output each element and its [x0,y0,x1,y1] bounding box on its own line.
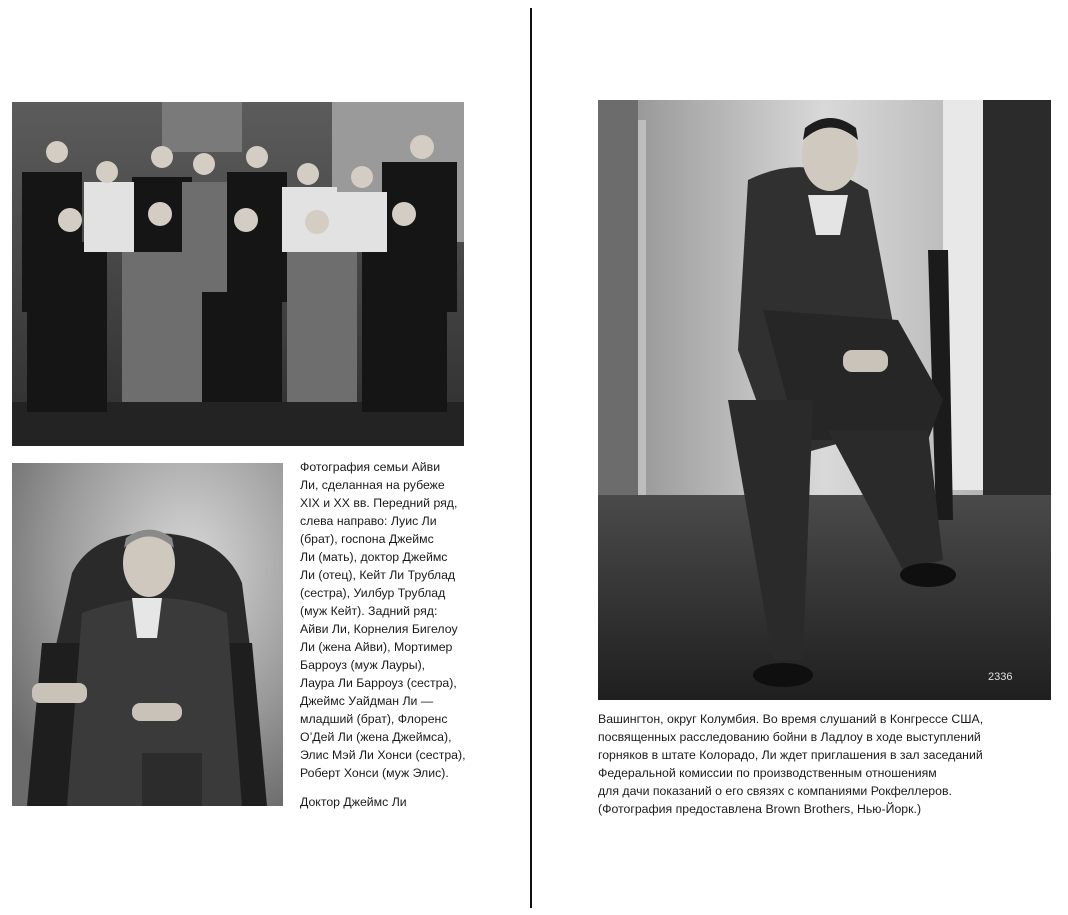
james-lee-portrait-photo [12,463,283,806]
ivy-lee-photo-caption: Вашингтон, округ Колумбия. Во время слушаний в Конгрессе США, посвященных расследованию бойни в Ладлоу в ходе выступлений горняков в штате Колорадо, Ли ждет приглашения в зал заседаний Федеральной комиссии по производственным отношениям для дачи показаний о его связях с компаниями Рокфеллеров. (Фотография предоставлена Brown Brothers, Нью-Йорк.) [598,712,984,816]
james-lee-caption: Доктор Джеймс Ли [300,795,407,809]
ivy-lee-seated-photo [598,100,1051,700]
family-group-photo [12,102,464,446]
photo-negative-number: 2336 [988,671,1013,683]
family-photo-caption: Фотография семьи Айви Ли, сделанная на рубеже XIX и XX вв. Передний ряд, слева направо: Луис Ли (брат), госпона Джеймс Ли (мать), доктор Джеймс Ли (отец), Кейт Ли Трублад (сестра), Уилбур Трублад (муж Кейт). Задний ряд: Айви Ли, Корнелия Бигелоу Ли (жена Айви), Мортимер Барроуз (муж Лауры), Лаура Ли Барроуз (сестра), Джеймс Уайдман Ли — младший (брат), Флоренс О’Дей Ли (жена Джеймса), Элис Мэй Ли Хонси (сестра), Роберт Хонси (муж Элис). [300,460,466,780]
page-gutter-divider [530,8,532,908]
